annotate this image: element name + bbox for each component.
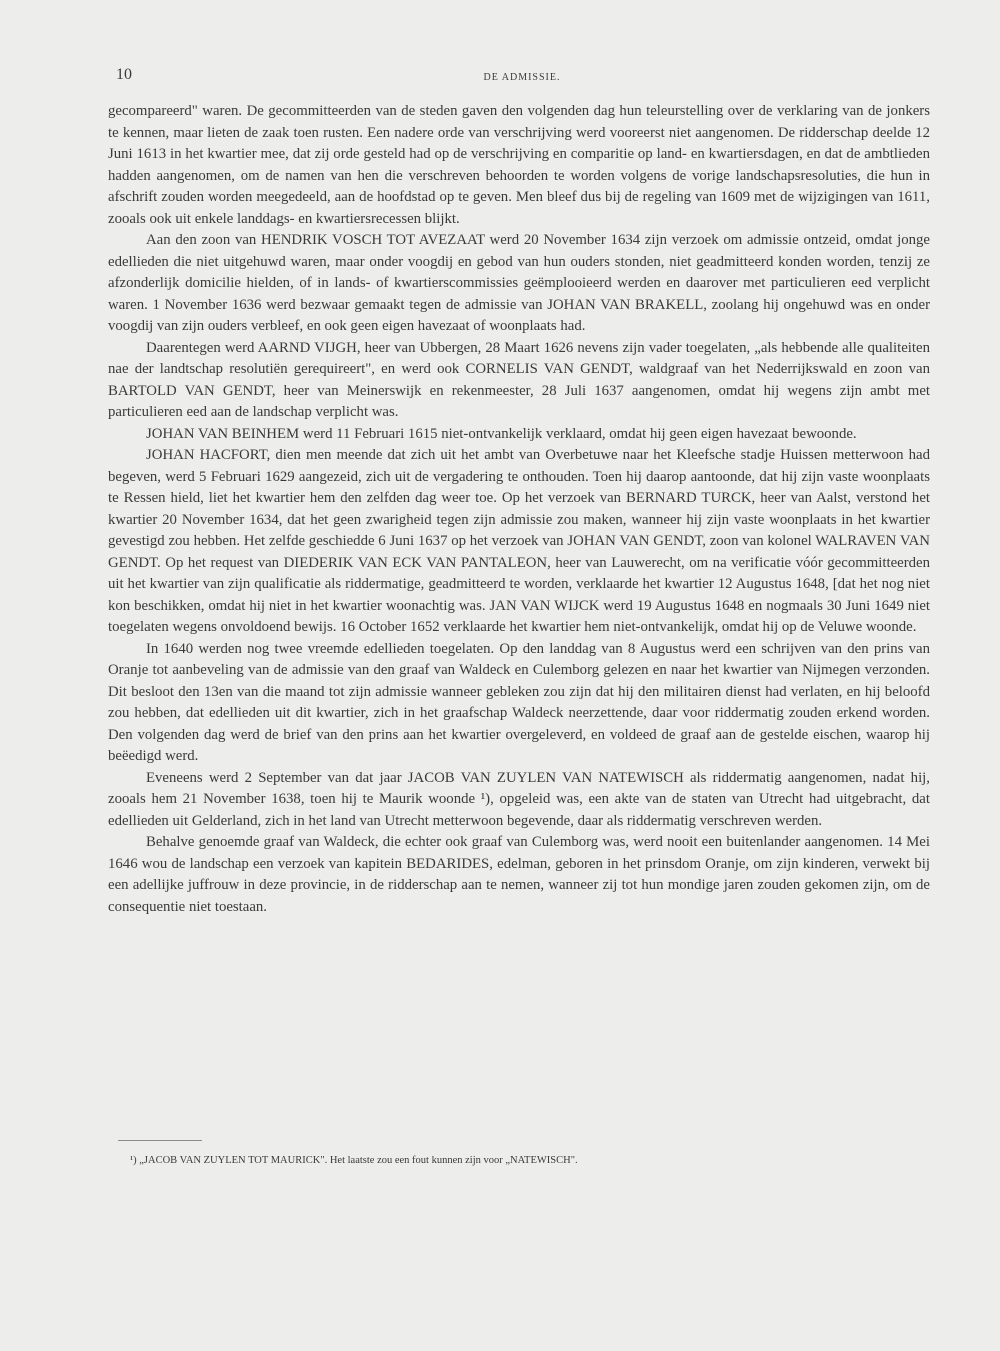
paragraph: Daarentegen werd AARND VIJGH, heer van Ubbergen, 28 Maart 1626 nevens zijn vader toegelaten, „als hebbende alle qualiteiten nae der landtschap resolutiën gerequireert", en werd ook CORNELIS VAN GENDT, waldgraaf van het Nederrijkswald en zoon van BARTOLD VAN GENDT, heer van Meinerswijk en rekenmeester, 28 Juli 1637 aangenomen, omdat hij wegens zijn ambt met particulieren eed aan de landschap verplicht was. xyxy=(108,339,930,420)
paragraph: JOHAN VAN BEINHEM werd 11 Februari 1615 niet-ontvankelijk verklaard, omdat hij geen eigen havezaat bewoonde. xyxy=(146,425,857,442)
page-header xyxy=(116,66,928,88)
footnote: ¹) „JACOB VAN ZUYLEN TOT MAURICK". Het laatste zou een fout kunnen zijn voor „NATEWISCH". xyxy=(130,1155,578,1166)
body-text xyxy=(108,101,930,918)
paragraph: Aan den zoon van HENDRIK VOSCH TOT AVEZAAT werd 20 November 1634 zijn verzoek om admissie ontzeid, omdat jonge edellieden die niet uitgehuwd waren, maar onder voogdij en gebod van hun ouders stonden, niet geadmitteerd konden worden, tenzij ze afzonderlijk domicilie hielden, of in lands- of kwartierscommissies geëmplooieerd werden en daarover met particulieren eed verplicht waren. 1 November 1636 werd bezwaar gemaakt tegen de admissie van JOHAN VAN BRAKELL, zoolang hij ongehuwd was en onder voogdij van zijn ouders verbleef, en ook geen eigen havezaat of woonplaats had. xyxy=(108,232,930,334)
paragraph: Behalve genoemde graaf van Waldeck, die echter ook graaf van Culemborg was, werd nooit een buitenlander aangenomen. 14 Mei 1646 wou de landschap een verzoek van kapitein BEDARIDES, edelman, geboren in het prinsdom Oranje, om zijn kinderen, verwekt bij een adellijke juffrouw in deze provincie, in de ridderschap aan te nemen, wanneer zij tot hun mondige jaren zouden gekomen zijn, om de consequentie niet toestaan. xyxy=(108,834,930,915)
footnote-divider xyxy=(118,1140,202,1141)
page-number: 10 xyxy=(116,66,132,83)
paragraph: Eveneens werd 2 September van dat jaar JACOB VAN ZUYLEN VAN NATEWISCH als riddermatig aangenomen, nadat hij, zooals hem 21 November 1638, toen hij te Maurik woonde ¹), opgeleid was, een akte van de staten van Utrecht had uitgebracht, dat edellieden uit Gelderland, zich in het land van Utrecht metterwoon begevende, daar als riddermatig verschreven werden. xyxy=(108,769,930,829)
paragraph: JOHAN HACFORT, dien men meende dat zich uit het ambt van Overbetuwe naar het Kleefsche stadje Huissen metterwoon had begeven, werd 5 Februari 1629 aangezeid, zich uit de vergadering te onthouden. Toen hij daarop aantoonde, dat hij zijn vaste woonplaats te Ressen hield, liet het kwartier hem den zelfden dag weer toe. Op het verzoek van BERNARD TURCK, heer van Aalst, verstond het kwartier 20 November 1634, dat het geen zwarigheid tegen zijn admissie zou maken, wanneer hij zijn vaste woonplaats in het kwartier gevestigd zou hebben. Het zelfde geschiedde 6 Juni 1637 op het verzoek van JOHAN VAN GENDT, zoon van kolonel WALRAVEN VAN GENDT. Op het request van DIEDERIK VAN ECK VAN PANTALEON, heer van Lauwerecht, om na verificatie vóór gecommitteerden uit het kwartier van zijn qualificatie als riddermatige, geadmitteerd te worden, verklaarde het kwartier 12 Augustus 1648, [dat het nog niet kon beschikken, omdat hij niet in het kwartier woonachtig was. JAN VAN WIJCK werd 19 Augustus 1648 en nogmaals 30 Juni 1649 niet toegelaten wegens onvoldoend bewijs. 16 October 1652 verklaarde het kwartier hem niet-ontvankelijk, omdat hij op de Veluwe woonde. xyxy=(108,447,930,635)
paragraph: gecompareerd" waren. De gecommitteerden van de steden gaven den volgenden dag hun teleurstelling over de verklaring van de jonkers te kennen, maar lieten de zaak toen rusten. Een nadere orde van verschrijving werd vooreerst niet aangenomen. De ridderschap deelde 12 Juni 1613 in het kwartier mee, dat zij orde gesteld had op de verschrijving en comparitie op land- en kwartiersdagen, en dat de ambtlieden hadden aangenomen, om de namen van hen die verschreven behoorden te worden volgens de vorige landschapsresoluties, die hun in afschrift zouden worden meegedeeld, aan de hoofdstad op te geven. Men bleef dus bij de regeling van 1609 met de wijzigingen van 1611, zooals ook uit enkele landdags- en kwartiersrecessen blijkt. xyxy=(108,103,930,227)
running-head: DE ADMISSIE. xyxy=(483,72,561,83)
paragraph: In 1640 werden nog twee vreemde edellieden toegelaten. Op den landdag van 8 Augustus werd een schrijven van den prins van Oranje tot aanbeveling van de admissie van den graaf van Waldeck en Culemborg gelezen en naar het kwartier van Nijmegen verzonden. Dit besloot den 13en van die maand tot zijn admissie wanneer gebleken zou zijn dat hij den militairen dienst had verlaten, en hij beloofd zou hebben, dat edellieden uit dit kwartier, zich in het graafschap Waldeck neerzettende, daar voor riddermatig zouden erkend worden. Den volgenden dag werd de brief van den prins aan het kwartier overgeleverd, en voldeed de graaf aan de gestelde eischen, waarop hij beëedigd werd. xyxy=(108,640,930,764)
